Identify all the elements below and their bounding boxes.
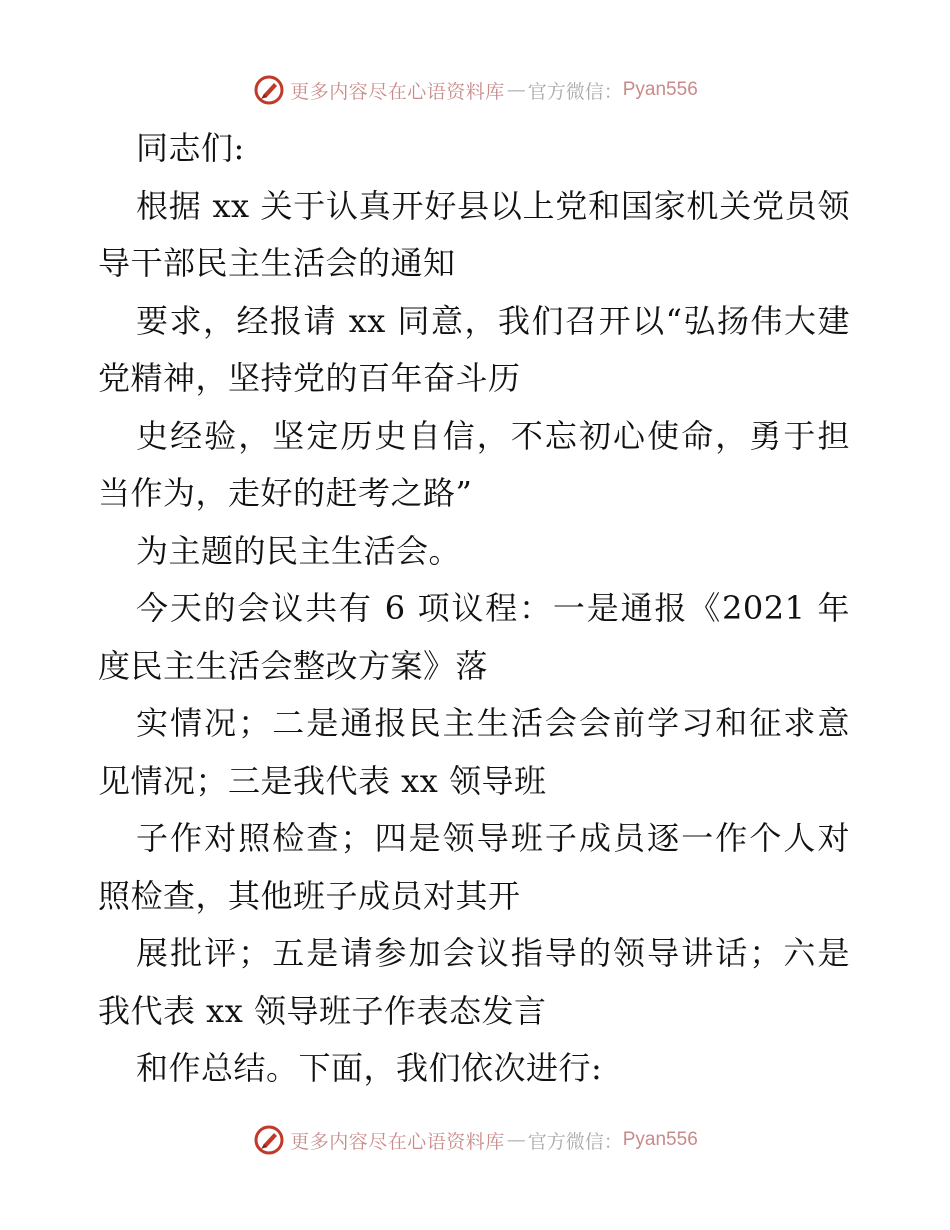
paragraph: 史经验，坚定历史自信，不忘初心使命，勇于担当作为，走好的赶考之路” [98, 416, 850, 512]
watermark-wechat-id: Pyan556 [622, 1129, 698, 1150]
paragraph: 和作总结。下面，我们依次进行: [136, 1049, 603, 1087]
watermark-text: 更多内容尽在心语资料库 [290, 1130, 505, 1153]
paragraph: 根据 xx 关于认真开好县以上党和国家机关党员领导干部民主生活会的通知 [98, 186, 850, 282]
header-watermark [0, 70, 950, 110]
watermark-subtext: 官方微信： [527, 1130, 623, 1153]
watermark-separator: — [506, 79, 526, 101]
document-body [98, 120, 850, 1098]
watermark-wechat-id: Pyan556 [622, 79, 698, 100]
paragraph: 展批评；五是请参加会议指导的领导讲话；六是我代表 xx 领导班子作表态发言 [98, 934, 850, 1030]
watermark-subtext: 官方微信： [527, 80, 623, 103]
paragraph: 为主题的民主生活会。 [136, 531, 462, 570]
paragraph: 同志们: [136, 129, 245, 167]
paragraph: 今天的会议共有 6 项议程：一是通报《2021 年度民主生活会整改方案》落 [98, 589, 850, 685]
paragraph: 要求，经报请 xx 同意，我们召开以“弘扬伟大建党精神，坚持党的百年奋斗历 [98, 301, 850, 397]
paragraph: 实情况；二是通报民主生活会会前学习和征求意见情况；三是我代表 xx 领导班 [98, 704, 850, 800]
watermark-separator: — [506, 1129, 526, 1151]
paragraph: 子作对照检查；四是领导班子成员逐一作个人对照检查，其他班子成员对其开 [98, 819, 850, 915]
footer-watermark [0, 1120, 950, 1160]
pen-nib-seal-icon [252, 73, 286, 107]
pen-nib-seal-icon [252, 1123, 286, 1157]
watermark-text: 更多内容尽在心语资料库 [290, 80, 505, 103]
